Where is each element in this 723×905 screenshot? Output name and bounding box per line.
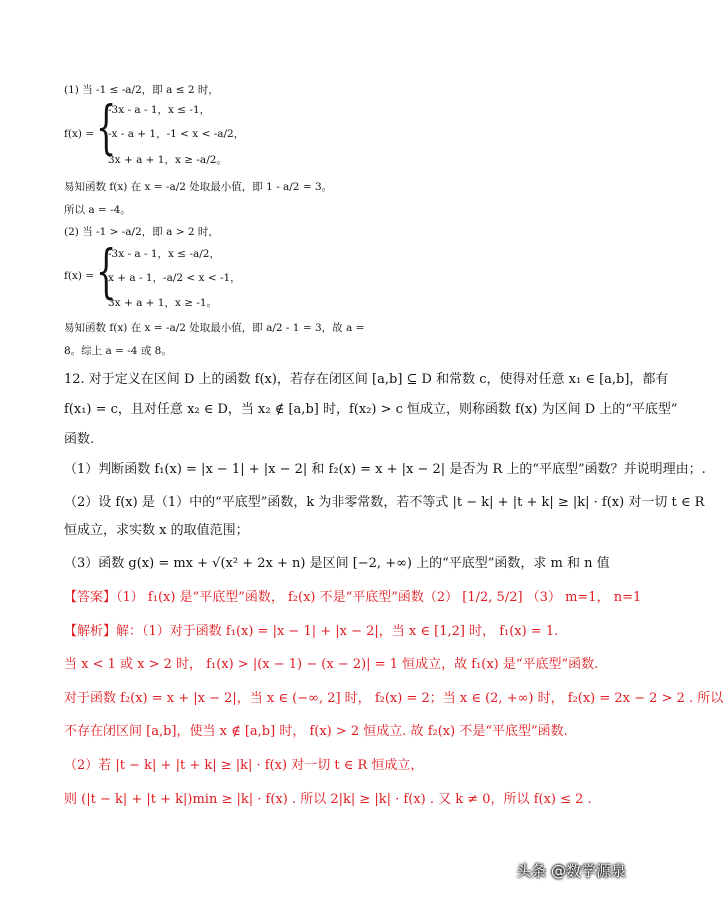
case1-min: 易知函数 f(x) 在 x = -a/2 处取最小值，即 1 - a/2 = 3。 [64, 181, 333, 193]
case2-result: 8。综上 a = -4 或 8。 [64, 345, 172, 357]
answer-text: （1） f₁(x) 是“平底型”函数， f₂(x) 不是“平底型”函数（2） [1/2, 5/2] （3） m=1， n=1 [116, 590, 642, 605]
question-1: （1）判断函数 f₁(x) = |x − 1| + |x − 2| 和 f₂(x) = x + |x − 2| 是否为 R 上的“平底型”函数？并说明理由；. [64, 462, 706, 477]
analysis-line5: （2）若 |t − k| + |t + k| ≥ |k| · f(x) 对一切 t ∈ R 恒成立， [64, 758, 424, 773]
problem-line2: f(x₁) = c，且对任意 x₂ ∈ D，当 x₂ ∉ [a,b] 时，f(x₂) > c 恒成立，则称函数 f(x) 为区间 D 上的“平底型” [64, 402, 678, 417]
watermark: 头条 @数学源泉 [516, 862, 626, 880]
question-3: （3）函数 g(x) = mx + √(x² + 2x + n) 是区间 [−2, +∞) 上的“平底型”函数，求 m 和 n 值 [64, 556, 610, 571]
case2-brace: { [96, 237, 117, 305]
case1-line2: -x - a + 1，-1 < x < -a/2， [108, 128, 245, 140]
case2-line3: 3x + a + 1，x ≥ -1。 [108, 297, 218, 309]
analysis-line4: 不存在闭区间 [a,b]，使当 x ∉ [a,b] 时， f(x) > 2 恒成立. 故 f₂(x) 不是“平底型”函数. [64, 724, 568, 739]
question-2a: （2）设 f(x) 是（1）中的“平底型”函数，k 为非零常数，若不等式 |t − k| + |t + k| ≥ |k| · f(x) 对一切 t ∈ R [64, 495, 705, 510]
case2-heading: (2) 当 -1 > -a/2，即 a > 2 时， [64, 226, 219, 238]
case1-f-label: f(x) = [64, 128, 95, 140]
analysis-tag: 【解析】 [64, 624, 117, 639]
case1-heading: (1) 当 -1 ≤ -a/2，即 a ≤ 2 时， [64, 84, 219, 96]
case2-f-label: f(x) = [64, 270, 95, 282]
answer-tag: 【答案】 [64, 590, 117, 605]
problem-line3: 函数. [64, 432, 95, 447]
case1-brace: { [96, 93, 117, 161]
problem-line1: 12. 对于定义在区间 D 上的函数 f(x)，若存在闭区间 [a,b] ⊆ D 和常数 c，使得对任意 x₁ ∈ [a,b]，都有 [64, 372, 669, 387]
case1-result: 所以 a = -4。 [64, 204, 131, 216]
question-2b: 恒成立，求实数 x 的取值范围； [64, 523, 249, 538]
case1-line1: -3x - a - 1，x ≤ -1， [108, 104, 211, 116]
analysis-text1: 解：（1）对于函数 f₁(x) = |x − 1| + |x − 2|，当 x ∈ [1,2] 时， f₁(x) = 1. [116, 624, 559, 639]
analysis-line2: 当 x < 1 或 x > 2 时， f₁(x) > |(x − 1) − (x − 2)| = 1 恒成立，故 f₁(x) 是“平底型”函数. [64, 657, 599, 672]
case2-min: 易知函数 f(x) 在 x = -a/2 处取最小值，即 a/2 - 1 = 3，故 a = [64, 322, 365, 334]
case1-line3: 3x + a + 1，x ≥ -a/2。 [108, 154, 227, 166]
case2-line1: -3x - a - 1，x ≤ -a/2， [108, 248, 220, 260]
analysis-line3: 对于函数 f₂(x) = x + |x − 2|，当 x ∈ (−∞, 2] 时， f₂(x) = 2；当 x ∈ (2, +∞) 时， f₂(x) = 2x − 2 > 2 . 所以 [64, 691, 723, 706]
analysis-line1 [64, 624, 558, 640]
case2-line2: x + a - 1，-a/2 < x < -1， [108, 272, 241, 284]
answer-line [64, 590, 641, 606]
analysis-line6: 则 (|t − k| + |t + k|)min ≥ |k| · f(x) . 所以 2|k| ≥ |k| · f(x) . 又 k ≠ 0，所以 f(x) ≤ 2 . [64, 792, 592, 807]
